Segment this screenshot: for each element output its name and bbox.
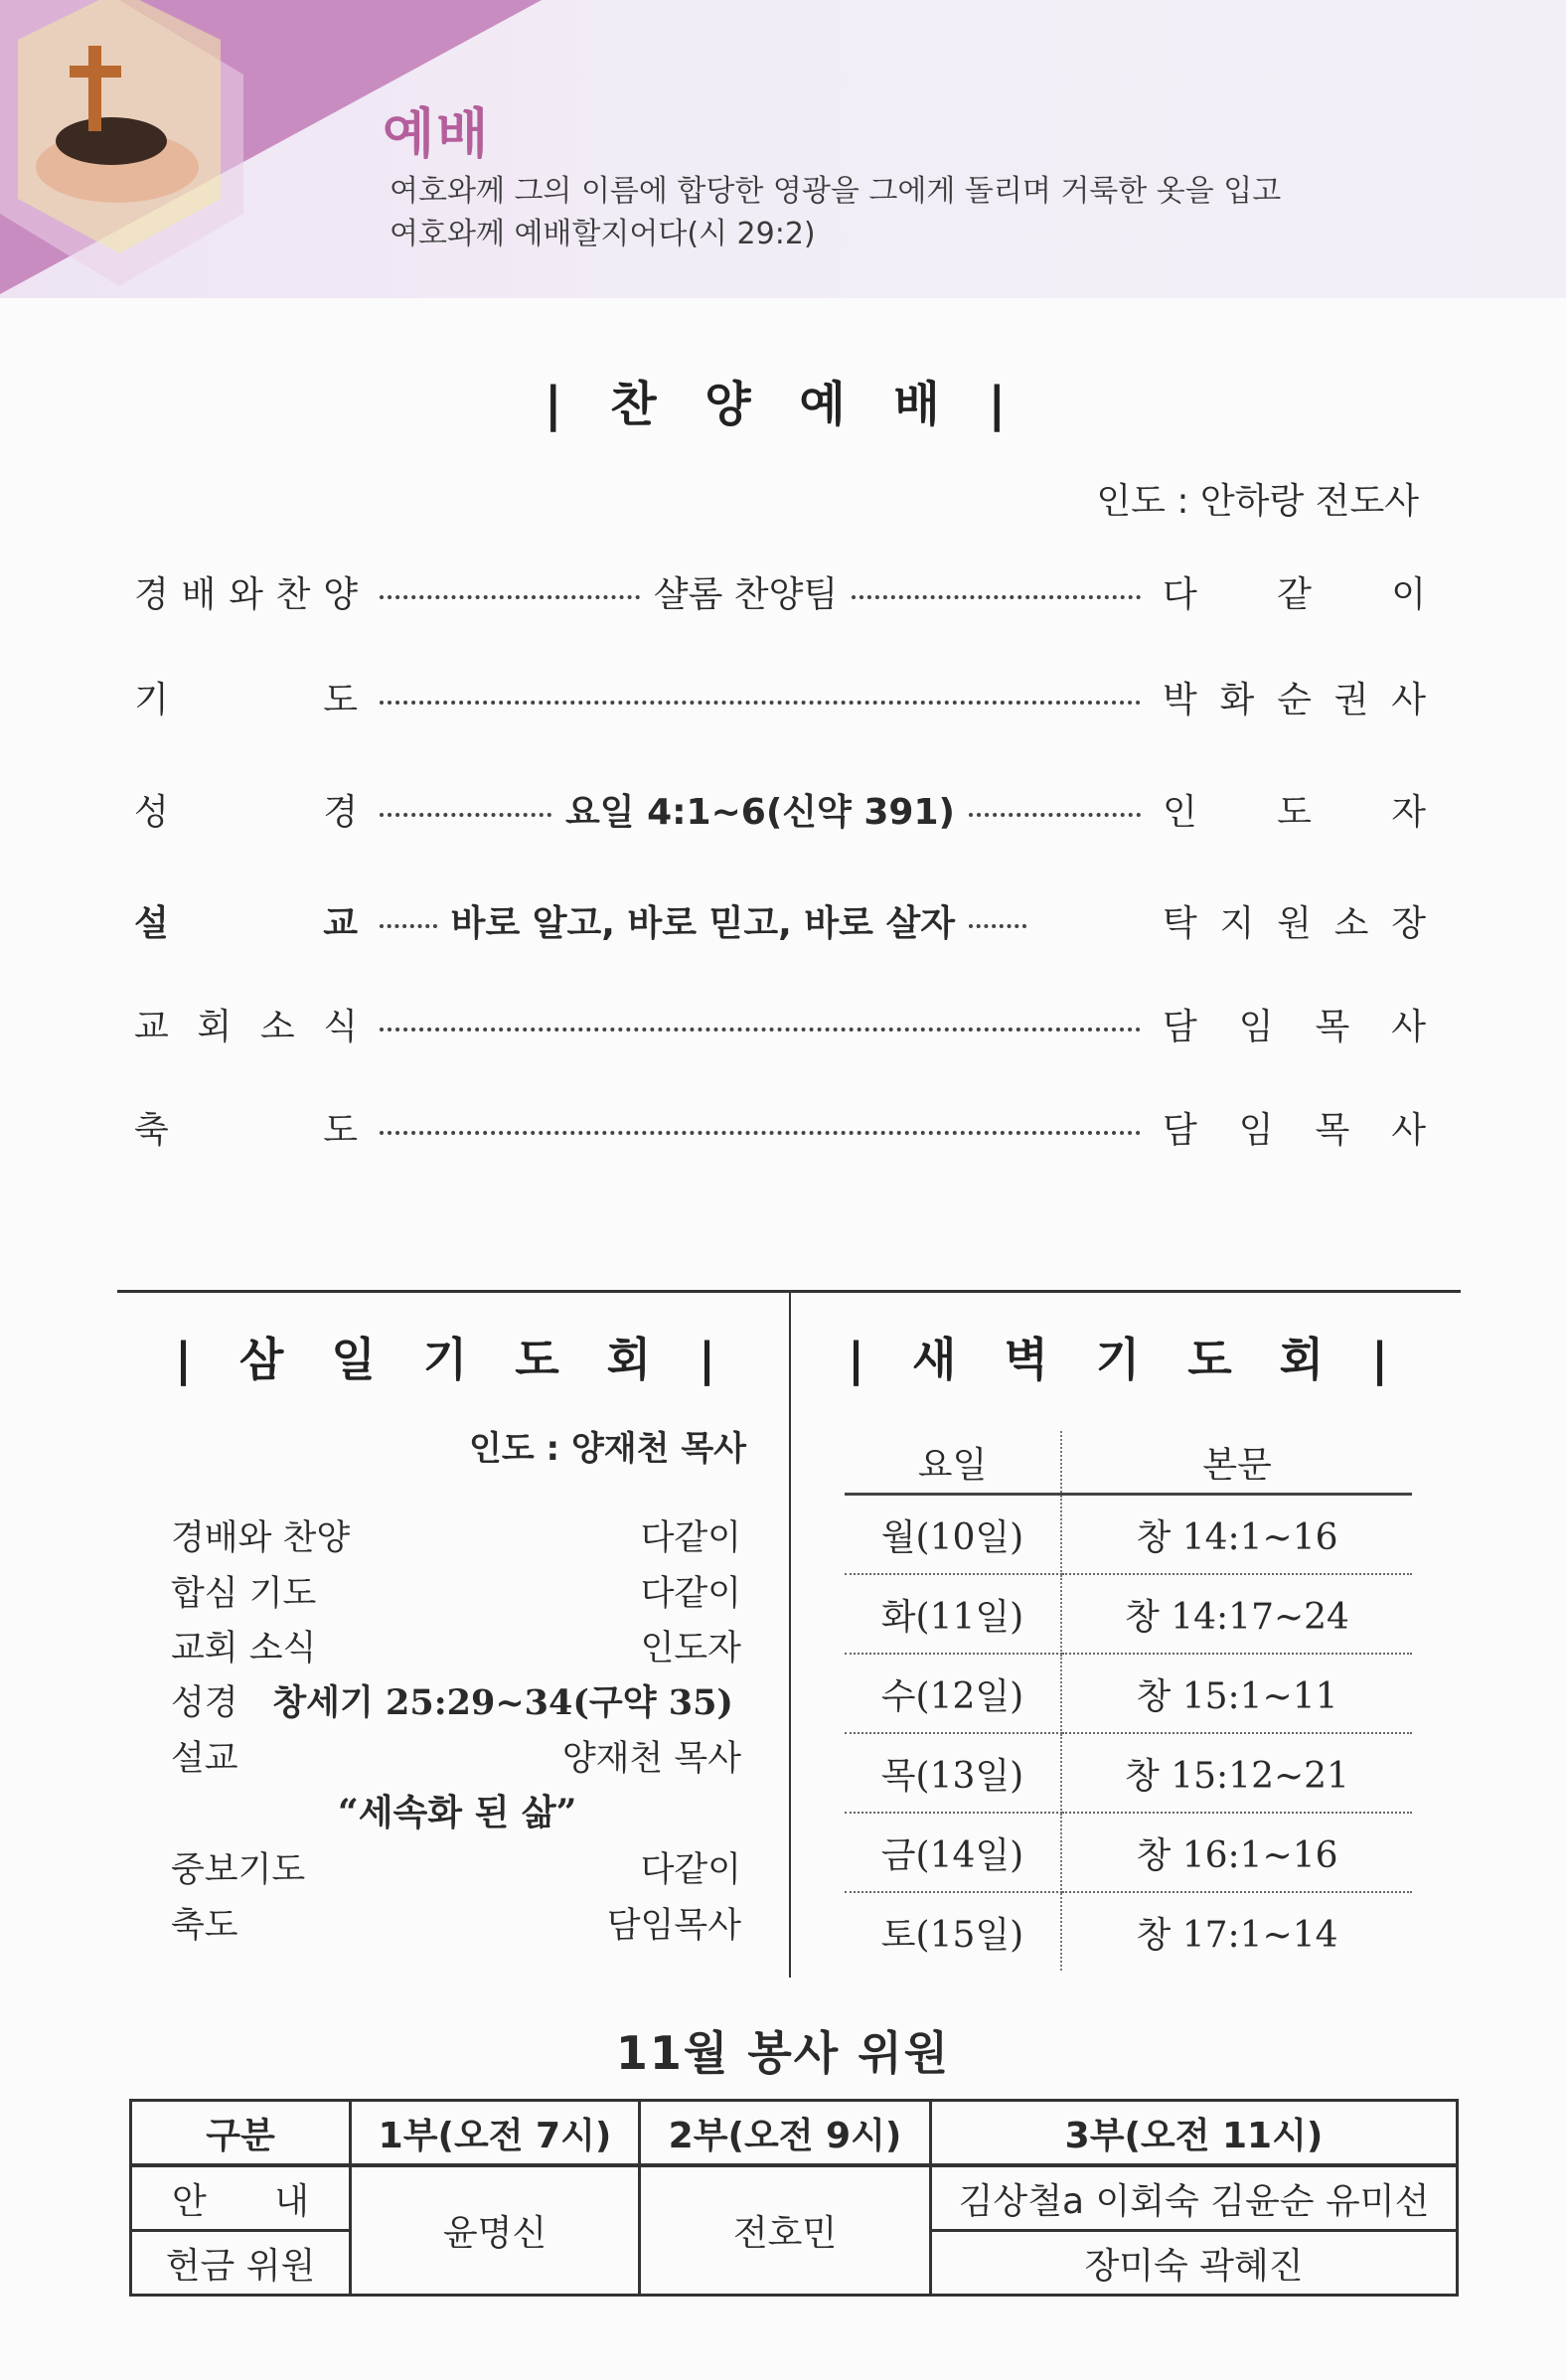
column-divider (789, 1292, 791, 1978)
order-label-char: 도 (323, 679, 358, 720)
order-person-char: 권 (1333, 679, 1369, 720)
wednesday-prayer-title: | 삼 일 기 도 회 | (175, 1333, 731, 1386)
order-label-char: 성 (134, 791, 169, 833)
order-person-char: 탁 (1163, 902, 1197, 944)
dawn-day: 토(15일) (845, 1892, 1061, 1971)
order-person-char: 이 (1391, 573, 1426, 615)
dotted-leader (852, 595, 1141, 599)
order-person-char: 소 (1333, 902, 1369, 944)
order-person-char: 원 (1277, 902, 1312, 944)
dawn-passage: 창 14:1~16 (1061, 1495, 1412, 1575)
order-row (134, 779, 1426, 839)
order-label (134, 672, 358, 722)
row-label-guide (131, 2165, 351, 2231)
page-title: 예배 (383, 102, 491, 165)
dotted-leader (380, 701, 1141, 705)
wednesday-order-value: 인도자 (640, 1628, 741, 1668)
order-label-char: 경 (323, 791, 358, 833)
table-header-row (131, 2101, 1458, 2166)
order-label-char: 설 (134, 902, 169, 944)
table-row (845, 1733, 1412, 1813)
wednesday-order-label: 중보기도 (171, 1849, 306, 1890)
order-person-char: 도 (1277, 791, 1312, 833)
praise-service-leader: 인도 : 안하랑 전도사 (1096, 481, 1419, 522)
column-header-category: 구분 (131, 2101, 351, 2166)
row-label-guide-char: 안 (172, 2180, 207, 2222)
table-header-row (845, 1431, 1412, 1495)
order-content: 샬롬 찬양팀 (653, 573, 839, 615)
order-person (1163, 784, 1426, 835)
order-person-char: 임 (1238, 1109, 1274, 1151)
order-row (134, 1097, 1426, 1157)
row-label-offering: 헌금 위원 (131, 2231, 351, 2296)
wednesday-order-value: 담임목사 (606, 1905, 741, 1946)
order-label-char: 회 (197, 1006, 233, 1047)
order-person-char: 담 (1163, 1006, 1197, 1047)
table-row (845, 1892, 1412, 1971)
volunteers-title: 11월 봉사 위원 (615, 2026, 951, 2080)
order-person-char: 사 (1391, 1109, 1426, 1151)
dotted-leader (969, 813, 1141, 817)
volunteers-table (129, 2099, 1459, 2297)
order-person-char: 박 (1163, 679, 1197, 720)
order-person (1163, 999, 1426, 1049)
order-label-char: 소 (259, 1006, 295, 1047)
order-leader-dots (380, 895, 1141, 946)
order-person (1163, 566, 1426, 617)
order-leader-dots (380, 784, 1141, 835)
dawn-day: 수(12일) (845, 1654, 1061, 1733)
order-label (134, 895, 358, 946)
dawn-day: 목(13일) (845, 1733, 1061, 1813)
order-row (134, 667, 1426, 726)
wednesday-order-row (171, 1895, 741, 1950)
dawn-day: 월(10일) (845, 1495, 1061, 1575)
dawn-prayer-table (845, 1431, 1412, 1971)
column-header-service3: 3부(오전 11시) (931, 2101, 1458, 2166)
table-row (845, 1495, 1412, 1575)
dawn-day: 화(11일) (845, 1574, 1061, 1654)
order-person-char: 화 (1219, 679, 1255, 720)
wednesday-order-row (171, 1563, 741, 1618)
table-row (131, 2165, 1458, 2231)
service3-offering-volunteers: 장미숙 곽혜진 (931, 2231, 1458, 2296)
order-person-char: 자 (1391, 791, 1426, 833)
service1-volunteer: 윤명신 (351, 2165, 640, 2296)
order-person-char: 다 (1163, 573, 1197, 615)
row-label-guide-char: 내 (274, 2180, 309, 2222)
wednesday-sermon-title: “세속화 된 삶” (338, 1792, 577, 1833)
order-label-char: 와 (229, 573, 263, 615)
order-label-char: 양 (323, 573, 358, 615)
order-leader-dots (380, 1022, 1141, 1026)
order-leader-dots (380, 695, 1141, 699)
order-row (134, 994, 1426, 1053)
order-person-char: 지 (1219, 902, 1255, 944)
dotted-leader (380, 1131, 1141, 1135)
order-label-char: 축 (134, 1109, 169, 1151)
wednesday-order-label: 합심 기도 (171, 1573, 317, 1614)
order-person (1163, 1102, 1426, 1153)
wednesday-order-label: 경배와 찬양 (171, 1517, 351, 1558)
order-leader-dots (380, 1125, 1141, 1129)
wednesday-order-value: 양재천 목사 (561, 1738, 741, 1779)
verse-line: 여호와께 예배할지어다(시 29:2) (390, 217, 816, 251)
order-person-char: 목 (1315, 1006, 1350, 1047)
dotted-leader (380, 924, 437, 928)
praise-service-title: | 찬 양 예 배 | (544, 377, 1022, 432)
dawn-passage: 창 15:1~11 (1061, 1654, 1412, 1733)
order-content: 요일 4:1~6(신약 391) (565, 791, 955, 833)
order-person-char: 같 (1277, 573, 1312, 615)
dawn-day: 금(14일) (845, 1813, 1061, 1892)
wednesday-order-value: 다같이 (640, 1573, 741, 1614)
wednesday-order-label: 축도 (171, 1905, 238, 1946)
table-row (845, 1813, 1412, 1892)
wednesday-order-row (171, 1728, 741, 1783)
order-label (134, 999, 358, 1049)
column-header-day: 요일 (845, 1431, 1061, 1495)
order-person-char: 담 (1163, 1109, 1197, 1151)
dawn-passage: 창 17:1~14 (1136, 1914, 1338, 1956)
order-label-char: 배 (181, 573, 217, 615)
order-person-char: 목 (1315, 1109, 1350, 1151)
wednesday-order-label: 교회 소식 (171, 1628, 317, 1668)
order-content: 바로 알고, 바로 믿고, 바로 살자 (450, 902, 956, 944)
dotted-leader (380, 595, 640, 599)
order-label (134, 566, 358, 617)
wednesday-order-value: 창세기 25:29~34(구약 35) (272, 1681, 733, 1723)
column-header-service1: 1부(오전 7시) (351, 2101, 640, 2166)
wednesday-order-label: 설교 (171, 1738, 238, 1779)
dawn-passage: 창 16:1~16 (1061, 1813, 1412, 1892)
order-label (134, 784, 358, 835)
wednesday-order-row (171, 1839, 741, 1894)
column-header-passage: 본문 (1061, 1431, 1412, 1495)
dawn-passage: 창 15:12~21 (1061, 1733, 1412, 1813)
order-person (1163, 672, 1426, 722)
dawn-prayer-title: | 새 벽 기 도 회 | (848, 1333, 1404, 1386)
order-person-char: 임 (1238, 1006, 1274, 1047)
order-person-char: 사 (1391, 1006, 1426, 1047)
order-label-char: 도 (323, 1109, 358, 1151)
table-row (845, 1654, 1412, 1733)
order-person (1163, 895, 1426, 946)
order-label-char: 교 (134, 1006, 169, 1047)
order-row (134, 890, 1426, 950)
wednesday-order-row (171, 1672, 741, 1727)
order-label-char: 경 (134, 573, 169, 615)
service3-guide-volunteers: 김상철a 이회숙 김윤순 유미선 (931, 2165, 1458, 2231)
dawn-passage: 창 14:17~24 (1061, 1574, 1412, 1654)
order-row (134, 561, 1426, 621)
order-person-char: 사 (1391, 679, 1426, 720)
order-label-char: 교 (323, 902, 358, 944)
order-person-char: 장 (1391, 902, 1426, 944)
order-label-char: 식 (323, 1006, 358, 1047)
dotted-leader (380, 1028, 1141, 1031)
order-label-char: 기 (134, 679, 169, 720)
wednesday-order-row (171, 1507, 741, 1562)
wednesday-order-row (171, 1618, 741, 1672)
wednesday-order-value: 다같이 (640, 1849, 741, 1890)
column-header-service2: 2부(오전 9시) (640, 2101, 931, 2166)
table-row (845, 1574, 1412, 1654)
order-leader-dots (380, 566, 1141, 617)
dotted-leader (969, 924, 1026, 928)
order-person-char: 순 (1277, 679, 1312, 720)
verse-line: 여호와께 그의 이름에 합당한 영광을 그에게 돌리며 거룩한 옷을 입고 (390, 174, 1282, 209)
order-label-char: 찬 (275, 573, 311, 615)
wednesday-order-label: 성경 (171, 1682, 238, 1723)
wednesday-order-value: 다같이 (640, 1517, 741, 1558)
dotted-leader (380, 813, 551, 817)
order-label (134, 1102, 358, 1153)
wednesday-prayer-leader: 인도 : 양재천 목사 (469, 1429, 747, 1469)
order-person-char: 인 (1163, 791, 1197, 833)
service2-volunteer: 전호민 (640, 2165, 931, 2296)
